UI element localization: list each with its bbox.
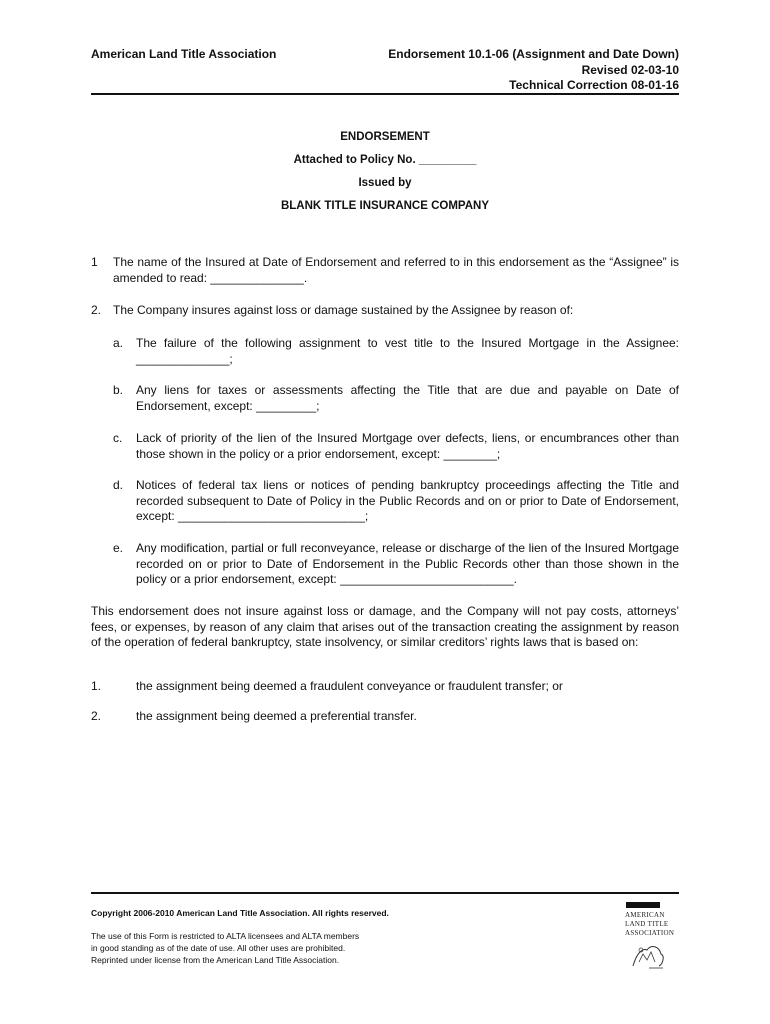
item-number: 2. [91,303,102,317]
footer-copyright: Copyright 2006-2010 American Land Title Association. All rights reserved. [91,908,389,918]
header-form-title: Endorsement 10.1-06 (Assignment and Date Down) [388,47,679,61]
subitem-text: Any modification, partial or full reconveyance, release or discharge of the lien of the Insured Mortgage recorded on or prior to Date of Endorsement in the Public Records other than those shown in the policy or a prior endorsement, except: __________________________. [136,541,679,586]
item-number: 1 [91,255,98,269]
subitem-letter: e. [113,541,124,555]
logo-line: AMERICAN [625,911,665,919]
logo-line: LAND TITLE [625,920,669,928]
basis-text: the assignment being deemed a fraudulent conveyance or fraudulent transfer; or [136,679,563,693]
basis-number: 1. [91,679,102,693]
footer-note-line: The use of this Form is restricted to ALTA licensees and ALTA members [91,931,360,941]
header-form-info [388,47,679,94]
exclusion-paragraph: This endorsement does not insure against loss or damage, and the Company will not pay costs, attorneys’ fees, or expenses, by reason of any claim that arises out of the transaction creating the assignment by reason of the operation of federal bankruptcy, state insolvency, or similar creditors’ rights laws that is based on: [91,604,679,649]
seal-icon [629,940,669,970]
basis-number: 2. [91,709,102,723]
header-revised: Revised 02-03-10 [581,62,679,77]
item-text: The name of the Insured at Date of Endorsement and referred to in this endorsement as the “Assignee” is amended to read: ______________. [113,255,679,285]
subitem-text: The failure of the following assignment to vest title to the Insured Mortgage in the Assignee: ______________; [136,336,679,366]
endorsement-heading: ENDORSEMENT [340,131,430,143]
subitem-letter: b. [113,383,124,397]
subitem-text: Lack of priority of the lien of the Insured Mortgage over defects, liens, or encumbrances other than those shown in the policy or a prior endorsement, except: ________; [136,431,679,461]
attached-policy-line: Attached to Policy No. _________ [293,154,477,166]
subitem-letter: a. [113,336,124,350]
footer-note-line: Reprinted under license from the American Land Title Association. [91,955,340,965]
subitem-text: Notices of federal tax liens or notices of pending bankruptcy proceedings affecting the Title and recorded subsequent to Date of Policy in the Public Records and on or prior to Date of Endorsement, except: ____________________________; [136,478,679,523]
header-divider [91,93,679,95]
item-text: The Company insures against loss or damage sustained by the Assignee by reason of: [113,303,574,317]
logo-text [625,911,674,938]
footer-divider [91,892,679,894]
company-name: BLANK TITLE INSURANCE COMPANY [280,200,490,212]
footer-note-line: in good standing as of the date of use. All other uses are prohibited. [91,943,346,953]
header-correction: Technical Correction 08-01-16 [509,78,679,92]
subitem-letter: d. [113,478,124,492]
issued-by-line: Issued by [358,177,412,189]
subitem-letter: c. [113,431,123,445]
basis-text: the assignment being deemed a preferential transfer. [136,709,417,723]
footer-usage-note [91,930,359,966]
logo-line: ASSOCIATION [625,929,675,937]
header-organization: American Land Title Association [91,47,277,61]
logo-bar [626,902,660,908]
subitem-text: Any liens for taxes or assessments affecting the Title that are due and payable on Date of Endorsement, except: _________; [136,383,679,413]
alta-logo [623,902,675,972]
